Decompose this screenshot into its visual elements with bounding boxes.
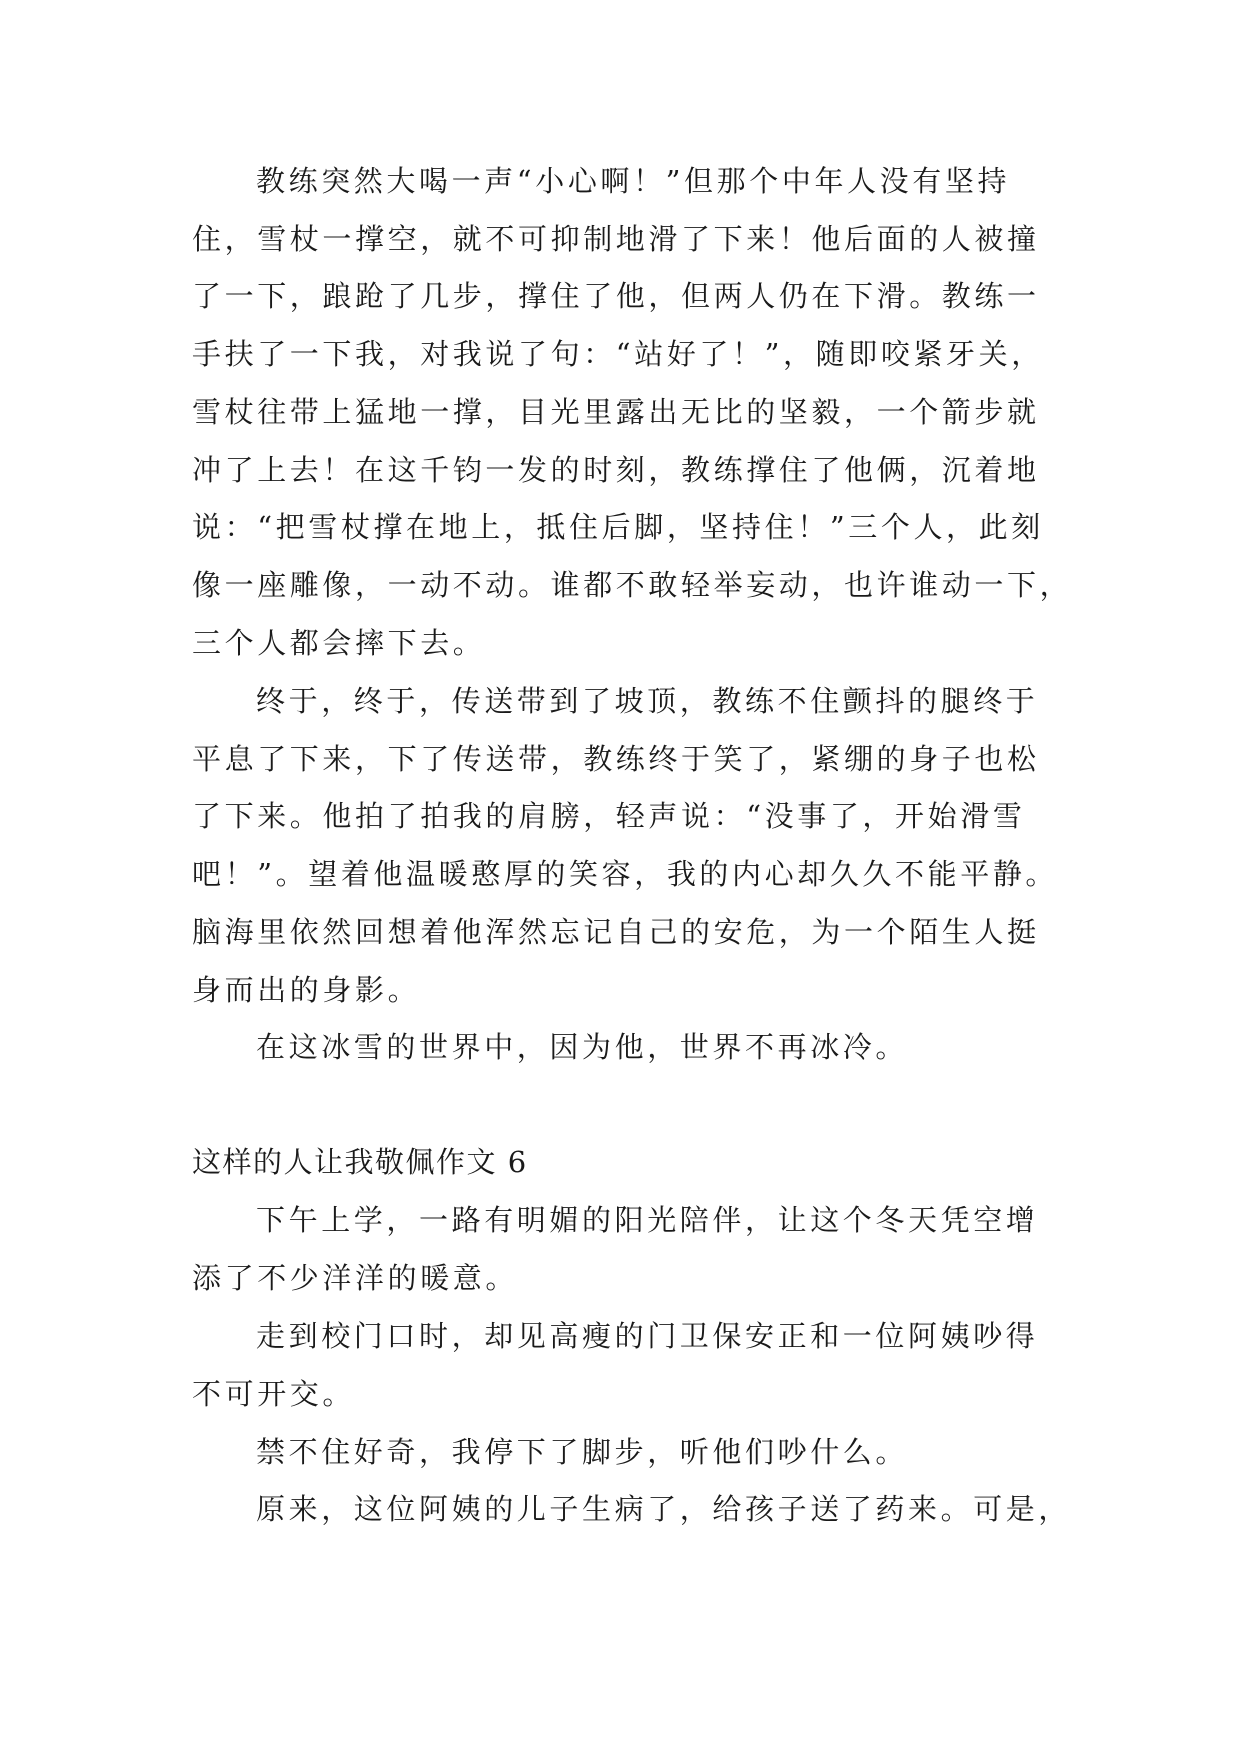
body-text-line: 了一下，踉跄了几步，撑住了他，但两人仍在下滑。教练一 [192,279,1040,313]
body-text-line: 添了不少洋洋的暖意。 [192,1261,519,1295]
body-text-line: 手扶了一下我，对我说了句：“站好了！”，随即咬紧牙关， [192,337,1044,371]
body-text-line: 说：“把雪杖撑在地上，抵住后脚，坚持住！”三个人，此刻 [192,510,1044,544]
body-text-line: 像一座雕像，一动不动。谁都不敢轻举妄动，也许谁动一下， [192,568,1073,602]
body-text-line: 雪杖往带上猛地一撑，目光里露出无比的坚毅，一个箭步就 [192,395,1040,429]
body-text-line: 平息了下来，下了传送带，教练终于笑了，紧绷的身子也松 [192,742,1040,776]
body-text-line: 冲了上去！在这千钧一发的时刻，教练撑住了他俩，沉着地 [192,453,1040,487]
body-text-line: 三个人都会摔下去。 [192,626,486,660]
body-text-line: 不可开交。 [192,1377,356,1411]
body-text-line: 下午上学，一路有明媚的阳光陪伴，让这个冬天凭空增 [256,1203,1039,1237]
body-text-line: 住，雪杖一撑空，就不可抑制地滑了下来！他后面的人被撞 [192,222,1040,256]
body-text-line: 脑海里依然回想着他浑然忘记自己的安危，为一个陌生人挺 [192,915,1040,949]
body-text-line: 了下来。他拍了拍我的肩膀，轻声说：“没事了，开始滑雪 [192,799,1026,833]
body-text-line: 教练突然大喝一声“小心啊！”但那个中年人没有坚持 [256,164,1011,198]
body-text-line: 在这冰雪的世界中，因为他，世界不再冰冷。 [256,1030,909,1064]
body-text-line: 原来，这位阿姨的儿子生病了，给孩子送了药来。可是， [256,1492,1072,1526]
body-text-line: 吧！”。望着他温暖憨厚的笑容，我的内心却久久不能平静。 [192,857,1059,891]
body-text-line: 走到校门口时，却见高瘦的门卫保安正和一位阿姨吵得 [256,1319,1039,1353]
body-text-line: 身而出的身影。 [192,973,421,1007]
body-text-line: 禁不住好奇，我停下了脚步，听他们吵什么。 [256,1435,909,1469]
body-text-line: 终于，终于，传送带到了坡顶，教练不住颤抖的腿终于 [256,684,1039,718]
section-heading: 这样的人让我敬佩作文 6 [192,1145,528,1179]
